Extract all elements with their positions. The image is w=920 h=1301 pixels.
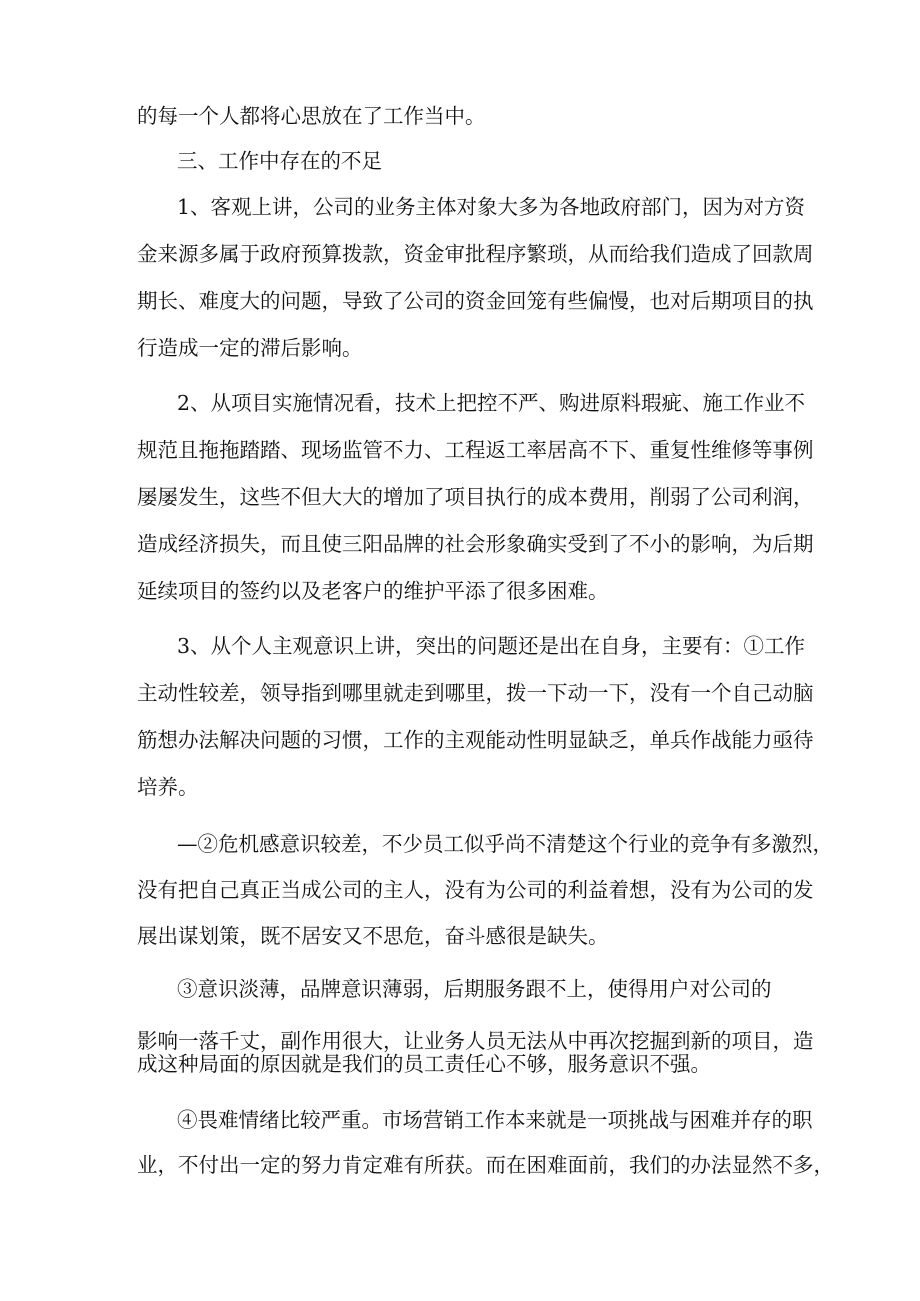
paragraph-line: 延续项目的签约以及老客户的维护平添了很多困难。 [137,579,609,603]
paragraph-line: 培养。 [137,775,199,799]
paragraph-line: 的每一个人都将心思放在了工作当中。 [137,104,486,128]
paragraph-line: 主动性较差，领导指到哪里就走到哪里，拨一下动一下，没有一个自己动脑 [137,681,814,705]
paragraph-line: 行造成一定的滞后影响。 [137,336,363,360]
paragraph-line: 筋想办法解决问题的习惯，工作的主观能动性明显缺乏，单兵作战能力亟待 [137,728,814,752]
paragraph-line: 屡屡发生，这些不但大大的增加了项目执行的成本费用，削弱了公司利润， [137,485,814,509]
section-heading: 三、工作中存在的不足 [177,149,382,173]
paragraph-line: 成这种局面的原因就是我们的员工责任心不够，服务意识不强。 [137,1052,711,1076]
paragraph-line: ④畏难情绪比较严重。市场营销工作本来就是一项挑战与困难并存的职 [177,1108,813,1132]
paragraph-line: 业，不付出一定的努力肯定难有所获。而在困难面前，我们的办法显然不多， [137,1153,834,1177]
paragraph-line: —②危机感意识较差，不少员工似乎尚不清楚这个行业的竞争有多激烈， [177,832,833,856]
paragraph-line: 1、客观上讲，公司的业务主体对象大多为各地政府部门，因为对方资 [177,195,806,219]
paragraph-line: 展出谋划策，既不居安又不思危，奋斗感很是缺失。 [137,924,609,948]
paragraph-line: 金来源多属于政府预算拨款，资金审批程序繁琐，从而给我们造成了回款周 [137,242,814,266]
paragraph-line: ③意识淡薄，品牌意识薄弱，后期服务跟不上，使得用户对公司的 [177,977,772,1001]
paragraph-line: 2、从项目实施情况看，技术上把控不严、购进原料瑕疵、施工作业不 [177,391,806,415]
paragraph-line: 造成经济损失，而且使三阳品牌的社会形象确实受到了不小的影响，为后期 [137,532,814,556]
paragraph-line: 3、从个人主观意识上讲，突出的问题还是出在自身，主要有：①工作 [177,634,806,658]
paragraph-line: 期长、难度大的问题，导致了公司的资金回笼有些偏慢，也对后期项目的执 [137,289,814,313]
paragraph-line: 规范且拖拖踏踏、现场监管不力、工程返工率居高不下、重复性维修等事例 [137,438,814,462]
paragraph-line: 没有把自己真正当成公司的主人，没有为公司的利益着想，没有为公司的发 [137,878,814,902]
paragraph-line: 影响一落千丈，副作用很大，让业务人员无法从中再次挖掘到新的项目，造 [137,1029,814,1053]
